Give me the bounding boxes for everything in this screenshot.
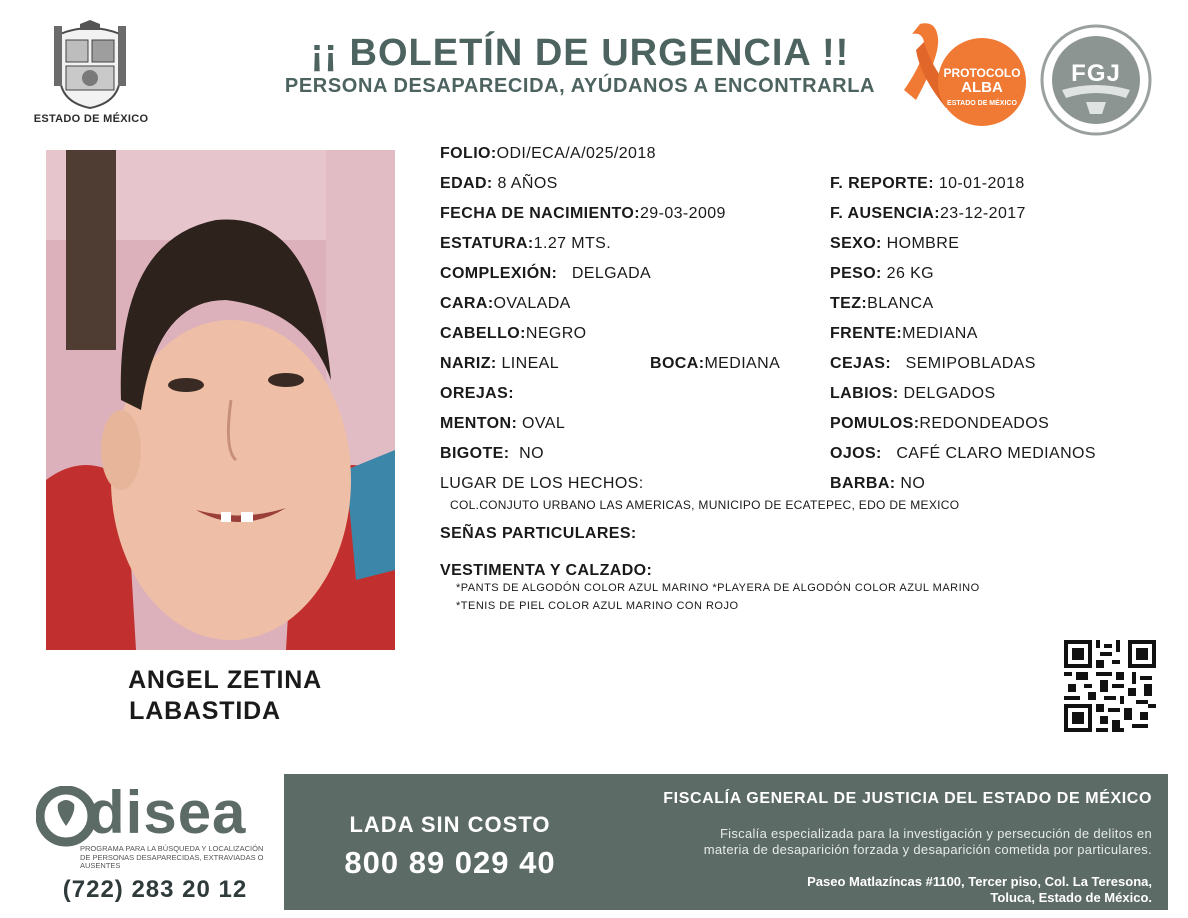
field-ausencia: F. AUSENCIA:23-12-2017 (830, 205, 1026, 222)
field-tez: TEZ:BLANCA (830, 295, 934, 312)
person-name-line2: LABASTIDA (129, 697, 281, 725)
odisea-logo (36, 779, 272, 850)
field-frente: FRENTE:MEDIANA (830, 325, 978, 342)
field-barba: BARBA: NO (830, 475, 926, 492)
field-menton: MENTON: OVAL (440, 415, 566, 432)
field-nariz: NARIZ: LINEAL (440, 355, 560, 372)
field-estatura: ESTATURA:1.27 MTS. (440, 235, 612, 252)
lada-number[interactable]: 800 89 029 40 (344, 845, 556, 880)
odisea-brand: disea (88, 779, 247, 846)
bulletin-title: ¡¡ BOLETÍN DE URGENCIA !! (310, 32, 850, 74)
field-pomulos: POMULOS:REDONDEADOS (830, 415, 1050, 432)
field-lugar-label: LUGAR DE LOS HECHOS: (440, 475, 644, 492)
fgj-logo (1040, 24, 1152, 136)
field-labios: LABIOS: DELGADOS (830, 385, 996, 402)
lada-label: LADA SIN COSTO (349, 812, 551, 837)
field-senas-label: SEÑAS PARTICULARES: (440, 525, 637, 542)
field-complexion: COMPLEXIÓN: DELGADA (440, 265, 652, 282)
bulletin-subtitle: PERSONA DESAPARECIDA, AYÚDANOS A ENCONTRARLA (284, 75, 876, 97)
missing-person-photo (46, 150, 395, 650)
alba-line3: ESTADO DE MÉXICO (947, 100, 1017, 107)
field-cabello: CABELLO:NEGRO (440, 325, 587, 342)
field-ojos: OJOS: CAFÉ CLARO MEDIANOS (830, 445, 1096, 462)
field-folio: FOLIO:ODI/ECA/A/025/2018 (440, 145, 656, 162)
agency-title: FISCALÍA GENERAL DE JUSTICIA DEL ESTADO DE MÉXICO (663, 790, 1152, 807)
field-boca: BOCA:MEDIANA (650, 355, 781, 372)
qr-code-icon[interactable] (1064, 640, 1156, 732)
agency-address: Paseo Matlazíncas #1100, Tercer piso, Col. La Teresona, Toluca, Estado de México. (807, 874, 1152, 905)
vestimenta-line1: *PANTS DE ALGODÓN COLOR AZUL MARINO *PLAYERA DE ALGODÓN COLOR AZUL MARINO (456, 582, 980, 594)
field-sexo: SEXO: HOMBRE (830, 235, 960, 252)
state-caption: ESTADO DE MÉXICO (33, 113, 149, 125)
field-edad: EDAD: 8 AÑOS (440, 175, 558, 192)
agency-description: Fiscalía especializada para la investigación y persecución de delitos en materia de desaparición forzada y desaparición cometida por particulares. (703, 826, 1152, 857)
field-vestimenta-label: VESTIMENTA Y CALZADO: (440, 562, 653, 579)
odisea-description: PROGRAMA PARA LA BÚSQUEDA Y LOCALIZACIÓN DE PERSONAS DESAPARECIDAS, EXTRAVIADAS O AUSENTES (80, 844, 264, 870)
fgj-label: FGJ (1071, 60, 1121, 87)
field-nacimiento: FECHA DE NACIMIENTO:29-03-2009 (440, 205, 726, 222)
field-peso: PESO: 26 KG (830, 265, 935, 282)
state-coat-of-arms-icon (50, 20, 130, 110)
odisea-phone[interactable]: (722) 283 20 12 (62, 876, 248, 903)
alba-line2: ALBA (961, 79, 1003, 96)
alba-line1: PROTOCOLO (943, 66, 1021, 80)
field-cara: CARA:OVALADA (440, 295, 571, 312)
field-cejas: CEJAS: SEMIPOBLADAS (830, 355, 1036, 372)
field-lugar-value: COL.CONJUTO URBANO LAS AMERICAS, MUNICIPO DE ECATEPEC, EDO DE MEXICO (450, 498, 960, 512)
field-orejas: OREJAS: (440, 385, 514, 402)
vestimenta-line2: *TENIS DE PIEL COLOR AZUL MARINO CON ROJO (456, 600, 739, 612)
protocolo-alba-logo (898, 20, 1030, 132)
person-name-line1: ANGEL ZETINA (128, 666, 322, 694)
field-bigote: BIGOTE: NO (440, 445, 544, 462)
field-reporte: F. REPORTE: 10-01-2018 (830, 175, 1025, 192)
